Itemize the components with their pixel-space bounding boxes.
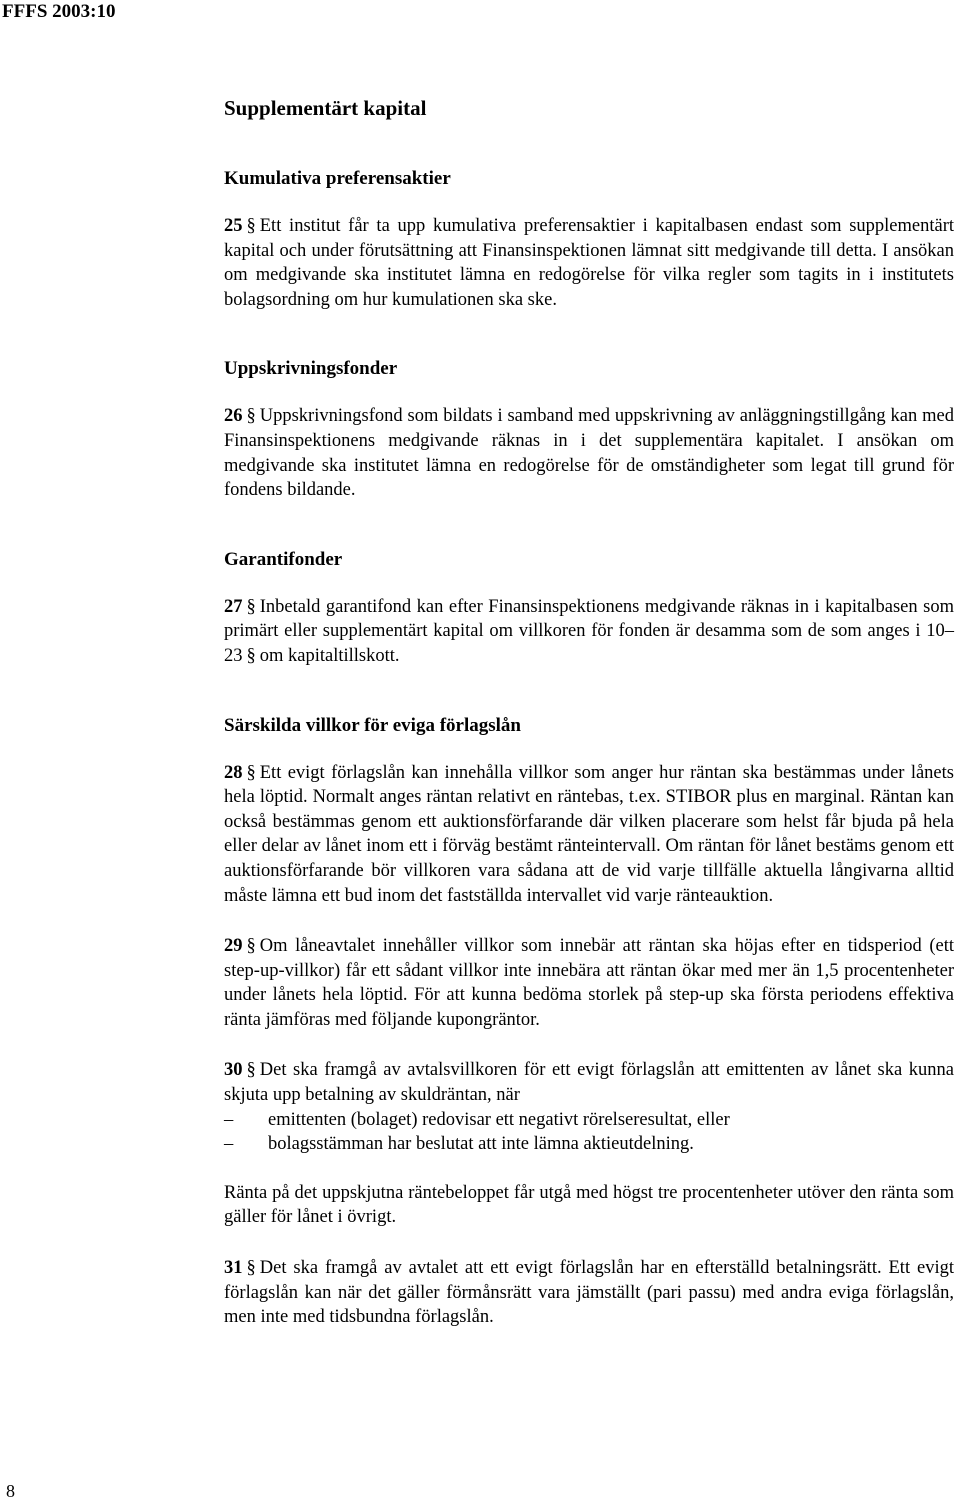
dash-bullet: – [224, 1134, 234, 1155]
section-sign: § [246, 1060, 256, 1081]
paragraph-27 [224, 595, 954, 669]
section-sign: § [246, 1258, 256, 1279]
paragraph-number: 25 [224, 216, 243, 236]
section-sign: § [246, 216, 256, 236]
section-title-uppskrivningsfonder: Uppskrivningsfonder [224, 358, 398, 380]
list-item [224, 1108, 954, 1133]
paragraph-text: Det ska framgå av avtalsvillkoren för ett evigt förlagslån att emittenten av lånet ska kunna skjuta upp betalning av skuldräntan, när [224, 1060, 954, 1106]
section-sign: § [246, 406, 256, 427]
paragraph-text: Inbetald garantifond kan efter Finansinspektionens medgivande räknas in i kapitalbasen som primärt eller supplementärt kapital om villkoren för fonden är desamma som de som anges i 10–23 [224, 596, 954, 666]
list-item-text: bolagsstämman har beslutat att inte lämna aktieutdelning. [268, 1134, 694, 1155]
paragraph-text: Ränta på det uppskjutna räntebeloppet får utgå med högst tre procentenheter utöver den ränta som gäller för lånet i övrigt. [224, 1182, 954, 1228]
list-item [224, 1132, 954, 1157]
section-title-garantifonder: Garantifonder [224, 548, 343, 570]
paragraph-26 [224, 404, 954, 502]
list-item-text: emittenten (bolaget) redovisar ett negativt rörelseresultat, eller [268, 1109, 730, 1130]
main-heading: Supplementärt kapital [224, 96, 427, 120]
paragraph-31 [224, 1256, 954, 1330]
page-number: 8 [6, 1481, 15, 1501]
document-body [224, 94, 954, 1330]
paragraph-number: 28 [224, 762, 243, 783]
paragraph-text-end: om kapitaltillskott. [259, 645, 400, 666]
paragraph-number: 26 [224, 406, 243, 427]
document-header: FFFS 2003:10 [2, 1, 116, 22]
section-title-kumulativa: Kumulativa preferensaktier [224, 168, 451, 189]
paragraph-number: 31 [224, 1258, 243, 1279]
paragraph-text: Ett evigt förlagslån kan innehålla villkor som anger hur räntan ska bestämmas under lånets hela löptid. Normalt anges räntan relativt en räntebas, t.ex. STIBOR plus en marginal. Räntan kan också bestämmas genom ett auktionsförfarande där vilken placerare som helst får bjuda på hela eller delar av lånet inom ett i förväg bestämt ränteintervall. Om räntan för lånet bestäms genom ett auktionsförfarande bör villkoren vara sådana att de vid varje tillfälle aktuella långivarna alltid måste lämna ett bud inom det fastställda intervallet vid varje ränteauktion. [224, 762, 954, 906]
section-title-eviga-forlagslan: Särskilda villkor för eviga förlagslån [224, 714, 521, 736]
paragraph-29 [224, 934, 954, 1032]
paragraph-text: Om låneavtalet innehåller villkor som innebär att räntan ska höjas efter en tidsperiod (ett step-up-villkor) får ett sådant villkor inte innebära att räntan ökar med mer än 1,5 procentenheter under lånets hela löptid. För att kunna bedöma storlek på step-up ska första periodens effektiva ränta jämföras med följande kupongräntor. [224, 936, 954, 1030]
paragraph-25 [224, 214, 954, 312]
paragraph-number: 29 [224, 936, 243, 957]
paragraph-text: Ett institut får ta upp kumulativa preferensaktier i kapitalbasen endast som supplementärt kapital och under förutsättning att Finansinspektionen lämnat sitt medgivande till detta. I ansökan om medgivande ska institutet lämna en redogörelse för vilka regler som tagits in i institutets bolagsordning om hur kumulationen ska ske. [224, 216, 954, 310]
dash-bullet: – [224, 1109, 234, 1130]
paragraph-number: 27 [224, 596, 243, 617]
paragraph-30 [224, 1058, 954, 1107]
paragraph-text: Det ska framgå av avtalet att ett evigt förlagslån har en efterställd betalningsrätt. Ett evigt förlagslån kan när det gäller förmånsrätt vara jämställt (pari passu) med andra eviga förlagslån, men inte med tidsbundna förlagslån. [224, 1258, 954, 1328]
section-sign: § [246, 762, 256, 783]
section-sign: § [246, 596, 256, 617]
section-sign: § [246, 936, 256, 957]
paragraph-number: 30 [224, 1060, 243, 1081]
section-sign: § [246, 645, 256, 666]
paragraph-28 [224, 761, 954, 909]
paragraph-text: Uppskrivningsfond som bildats i samband med uppskrivning av anläggningstillgång kan med Finansinspektionens medgivande räknas in i det supplementära kapitalet. I ansökan om medgivande ska institutet lämna en redogörelse för de omständigheter som legat till grund för fondens bildande. [224, 406, 954, 501]
paragraph-30-continuation [224, 1181, 954, 1230]
